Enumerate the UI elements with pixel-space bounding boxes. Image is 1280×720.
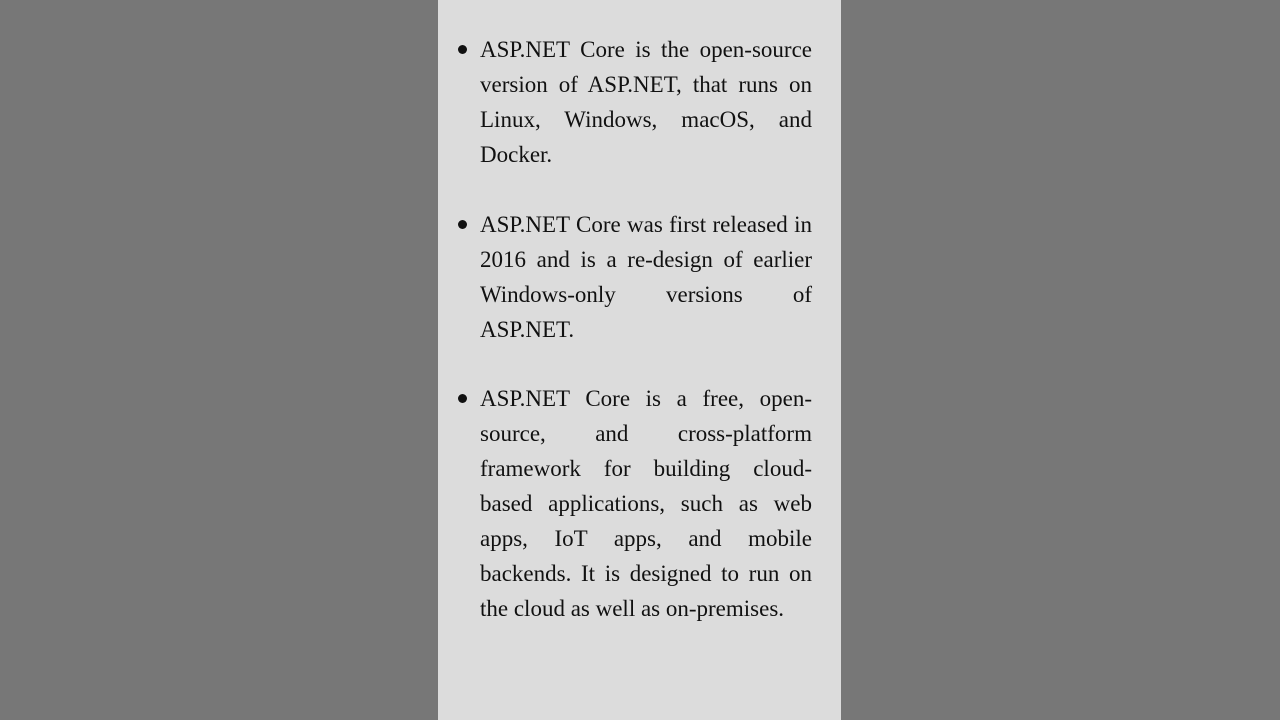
content-panel (438, 0, 841, 720)
bullet-text: ASP.NET Core is the open-source version of ASP.NET, that runs on Linux, Windows, macOS, and Docker. (480, 37, 812, 167)
bullet-item-open-source-version (480, 32, 812, 172)
bullet-icon (458, 220, 467, 229)
bullet-icon (458, 45, 467, 54)
bullet-item-framework-description (480, 381, 812, 626)
bullet-icon (458, 394, 467, 403)
bullet-item-release-history (480, 207, 812, 347)
bullet-text: ASP.NET Core is a free, open-source, and cross-platform framework for building cloud-based applications, such as web apps, IoT apps, and mobile backends. It is designed to run on the cloud as well as on-premises. (480, 386, 812, 621)
bullet-text: ASP.NET Core was first released in 2016 and is a re-design of earlier Windows-only versions of ASP.NET. (480, 212, 812, 342)
